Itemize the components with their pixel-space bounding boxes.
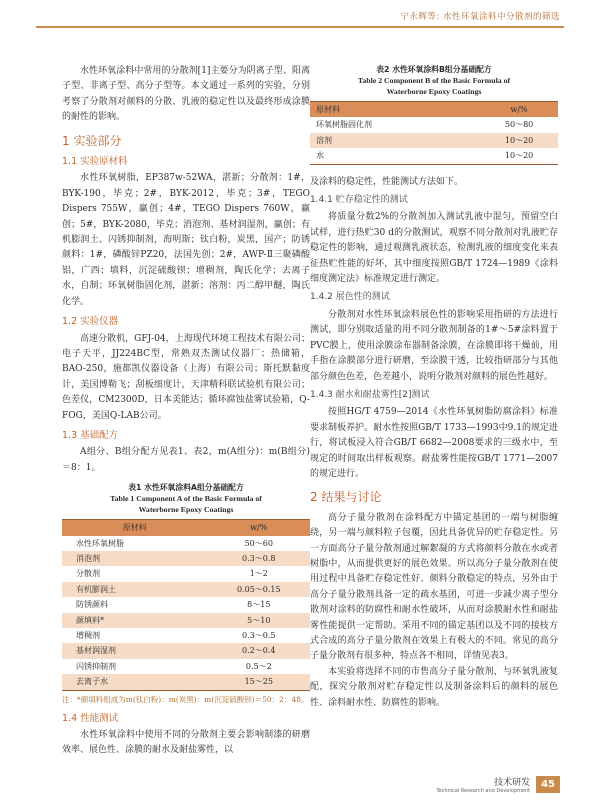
- table1-row: [62, 628, 310, 643]
- color-paragraph: 分散剂对水性环氧涂料展色性的影响采用指研的方法进行测试，即分别取适量的用不同分散剂制备的1#～5#涂料置于PVC膜上，使用涂膜涂布器制备涂膜，在涂膜即将干燥前，用手指在涂膜部分进行研磨，至涂膜干透，比较指研部分与其他部分颜色色差，色差越小，说明分散剂对颜料的展色性越好。: [310, 309, 558, 382]
- subheading-color-test: 1.4.2 展色性的测试: [310, 292, 390, 303]
- table2-row: [310, 148, 558, 164]
- right-column: [310, 64, 558, 711]
- table2-cell-fraction: 10～20: [480, 148, 558, 164]
- table1-cell-material: 颜填料*: [62, 613, 208, 628]
- table2-caption-cn: 表2 水性环氧涂料B组分基础配方: [376, 65, 492, 74]
- table1-cell-fraction: 0.5～2: [245, 661, 272, 671]
- table2-header-fraction: w/%: [480, 102, 558, 118]
- table2-cell-material: 水: [310, 148, 480, 164]
- table1-cell-material: 去离子水: [62, 674, 208, 690]
- materials-paragraph: 水性环氧树脂，EP387w-52WA，湛新；分散剂：1#，BYK-190，毕克；2#，BYK-2012，毕克；3#，TEGO Dispers 755W，赢创；4#，TEGO Dispers 760W，赢创；5#，BYK-2080，毕克；消泡剂、基材润湿剂，赢创；有机膨润土、闪锈抑制剂，海明斯；钛白粉，炭黑，国产；防锈颜料：1#，磷酸锌PZ20，法国先创；2#，AWP-Ⅱ三聚磷酸铝，广西；填料，沉淀硫酸钡；增稠剂，陶氏化学；去离子水，自制；环氧树脂固化剂，湛新；溶剂：丙二醇甲醚，陶氏化学。: [62, 173, 310, 307]
- table1-cell-fraction: 1～2: [249, 569, 268, 579]
- table2-caption: [310, 64, 558, 97]
- table1-cell-material: 基材润湿剂: [62, 643, 208, 658]
- results-paragraph-1: 高分子量分散剂在涂料配方中锚定基团的一端与树脂缠绕，另一端与颜料粒子包覆，因此具备优异的贮存稳定性。另一方面高分子量分散剂通过解絮凝的方式将颜料分散在水或者树脂中，从而提供更好的展色效果。所以高分子量分散剂在使用过程中具备贮存稳定性好、颜料分散稳定的特点，另外由于高分子量分散剂具备一定的疏水基团，可进一步减少离子型分散剂对涂料的防腐性和耐水性破坏，从而对涂膜耐水性和耐盐雾性能提供一定帮助。采用不同的锚定基团以及不同的接枝方式合成的高分子量分散剂在效果上有极大的不同。常见的高分子量分散剂有很多种，特点各不相同，详情见表3。: [310, 512, 558, 662]
- subheading-formula: 1.3 基础配方: [62, 429, 119, 441]
- table2-block: [310, 64, 558, 165]
- table1-cell-fraction: 0.3～0.5: [242, 631, 276, 640]
- table1-row: [62, 582, 310, 597]
- storage-paragraph: 将质量分数2%的分散剂加入测试乳液中混匀，预留空白试样，进行热贮30 d的分散测试，观察不同分散剂对乳液贮存稳定性的影响，通过观测乳液状态，检测乳液的细度变化来表征热贮性能的好坏，其中细度按照GB/T 1724—1989《涂料细度测定法》标准规定进行测定。: [310, 212, 558, 285]
- table2-caption-en1: Table 2 Component B of the Basic Formula of: [357, 76, 511, 85]
- table1-caption-en1: Table 1 Component A of the Basic Formula of: [110, 494, 262, 504]
- table1-caption: [62, 482, 310, 515]
- table2-header-material: 原材料: [310, 102, 480, 118]
- subheading-water-salt-test: 1.4.3 耐水和耐盐雾性[2]测试: [310, 389, 430, 400]
- table1-note: 注：*颜填料组成为m(钛白粉)：m(炭黑)：m(沉淀硫酸钡)＝50：2：48。: [62, 694, 309, 704]
- table1-cell-material: 闪锈抑制剂: [76, 661, 116, 671]
- footer-brand-cn: 技术研发: [494, 778, 531, 788]
- table1-row: [62, 613, 310, 628]
- table1-cell-material: 分散剂: [76, 569, 100, 579]
- table1-header-fraction: w/%: [208, 520, 310, 536]
- table1-row: [62, 659, 310, 674]
- table2-row: [310, 117, 558, 132]
- left-column: [62, 64, 310, 759]
- table1-row: [62, 566, 310, 581]
- table1-header-material: 原材料: [62, 520, 208, 536]
- subheading-performance: 1.4 性能测试: [62, 712, 119, 724]
- section-heading-experiment: 1 实验部分: [62, 133, 122, 148]
- table1-cell-fraction: 0.3～0.8: [208, 551, 310, 566]
- header-rule: [36, 26, 564, 28]
- table1-cell-fraction: 5～10: [208, 613, 310, 628]
- table1-cell-fraction: 15～25: [208, 674, 310, 690]
- footer-brand-en: Technical Research and Development: [436, 788, 531, 794]
- table1-caption-en2: Waterborne Epoxy Coatings: [138, 505, 234, 515]
- table1-cell-material: 防锈颜料: [76, 600, 108, 610]
- water-salt-paragraph: 按照HG/T 4759—2014《水性环氧树脂防腐涂料》标准要求制板养护。耐水性按照GB/T 1733—1993中9.1的规定进行，将试板浸入符合GB/T 6682—2008要求的三级水中，至规定的时间取出样板观察。耐盐雾性能按GB/T 1771—2007的规定进行。: [310, 407, 558, 479]
- table1-row: [62, 674, 310, 690]
- table1-cell-fraction: 50～60: [244, 538, 273, 548]
- table1-row: [62, 643, 310, 658]
- subheading-materials: 1.1 实验原材料: [62, 156, 128, 168]
- table1-cell-fraction: 0.2～0.4: [208, 643, 310, 658]
- continuation-paragraph: 及涂料的稳定性，性能测试方法如下。: [310, 176, 464, 187]
- table1-caption-cn: 表1 水性环氧涂料A组分基础配方: [128, 483, 244, 493]
- intro-paragraph: 水性环氧涂料中常用的分散剂[1]主要分为阴离子型、阳离子型、非离子型、高分子型等。本文通过一系列的实验，分别考察了分散剂对颜料的分散、乳液的稳定性以及最终形成涂膜的耐性的影响。: [62, 66, 310, 123]
- performance-paragraph: 水性环氧涂料中使用不同的分散剂主要会影响制漆的研磨效率、展色性、涂膜的耐水及耐盐雾性，以: [62, 730, 310, 756]
- table1-row: [62, 597, 310, 612]
- table2-cell-material: 环氧树脂固化剂: [316, 120, 372, 130]
- table1-cell-material: 水性环氧树脂: [76, 538, 124, 548]
- table1-cell-fraction: 8～15: [247, 600, 271, 610]
- table1-cell-material: 增稠剂: [76, 631, 100, 640]
- table1-cell-material: 有机膨润土: [62, 582, 208, 597]
- table2-cell-material: 溶剂: [310, 133, 480, 148]
- table2: [310, 101, 558, 165]
- table2-row: [310, 133, 558, 148]
- section-heading-results: 2 结果与讨论: [310, 490, 382, 505]
- instruments-paragraph: 高速分散机，GFJ-04，上海现代环境工程技术有限公司；电子天平，JJ224BC型，常熟双杰测试仪器厂；热储箱，BAO-250，施都凯仪器设备（上海）有限公司；斯托默黏度计，美国博勒飞；刮板细度计，天津精科联试验机有限公司；色差仪，CM2300D，日本美能达；循环腐蚀盐雾试验箱，Q-FOG，美国Q-LAB公司。: [62, 333, 310, 421]
- running-title: 宁永辉等: 水性环氧涂料中分散剂的筛选: [400, 12, 560, 22]
- table2-cell-fraction: 10～20: [480, 133, 558, 148]
- table1-cell-material: 消泡剂: [62, 551, 208, 566]
- table1-row: [62, 536, 310, 551]
- subheading-storage-test: 1.4.1 贮存稳定性的测试: [310, 195, 408, 206]
- page-number: 45: [536, 776, 560, 793]
- page-footer: [436, 775, 560, 794]
- table1-cell-fraction: 0.05～0.15: [208, 582, 310, 597]
- table2-caption-en2: Waterborne Epoxy Coatings: [386, 87, 482, 96]
- footer-brand: [436, 775, 530, 794]
- formula-paragraph: A组分、B组分配方见表1、表2，m(A组分)：m(B组分)＝8：1。: [62, 447, 310, 473]
- table1: [62, 519, 310, 690]
- table2-cell-fraction: 50～80: [504, 120, 534, 130]
- results-paragraph-2: 本实验将选择不同的市售高分子量分散剂，与环氧乳液复配，探究分散剂对贮存稳定性以及制备涂料后的颜料的展色性、涂料耐水性、防腐性的影响。: [310, 666, 558, 708]
- subheading-instruments: 1.2 实验仪器: [62, 316, 119, 328]
- table1-row: [62, 551, 310, 566]
